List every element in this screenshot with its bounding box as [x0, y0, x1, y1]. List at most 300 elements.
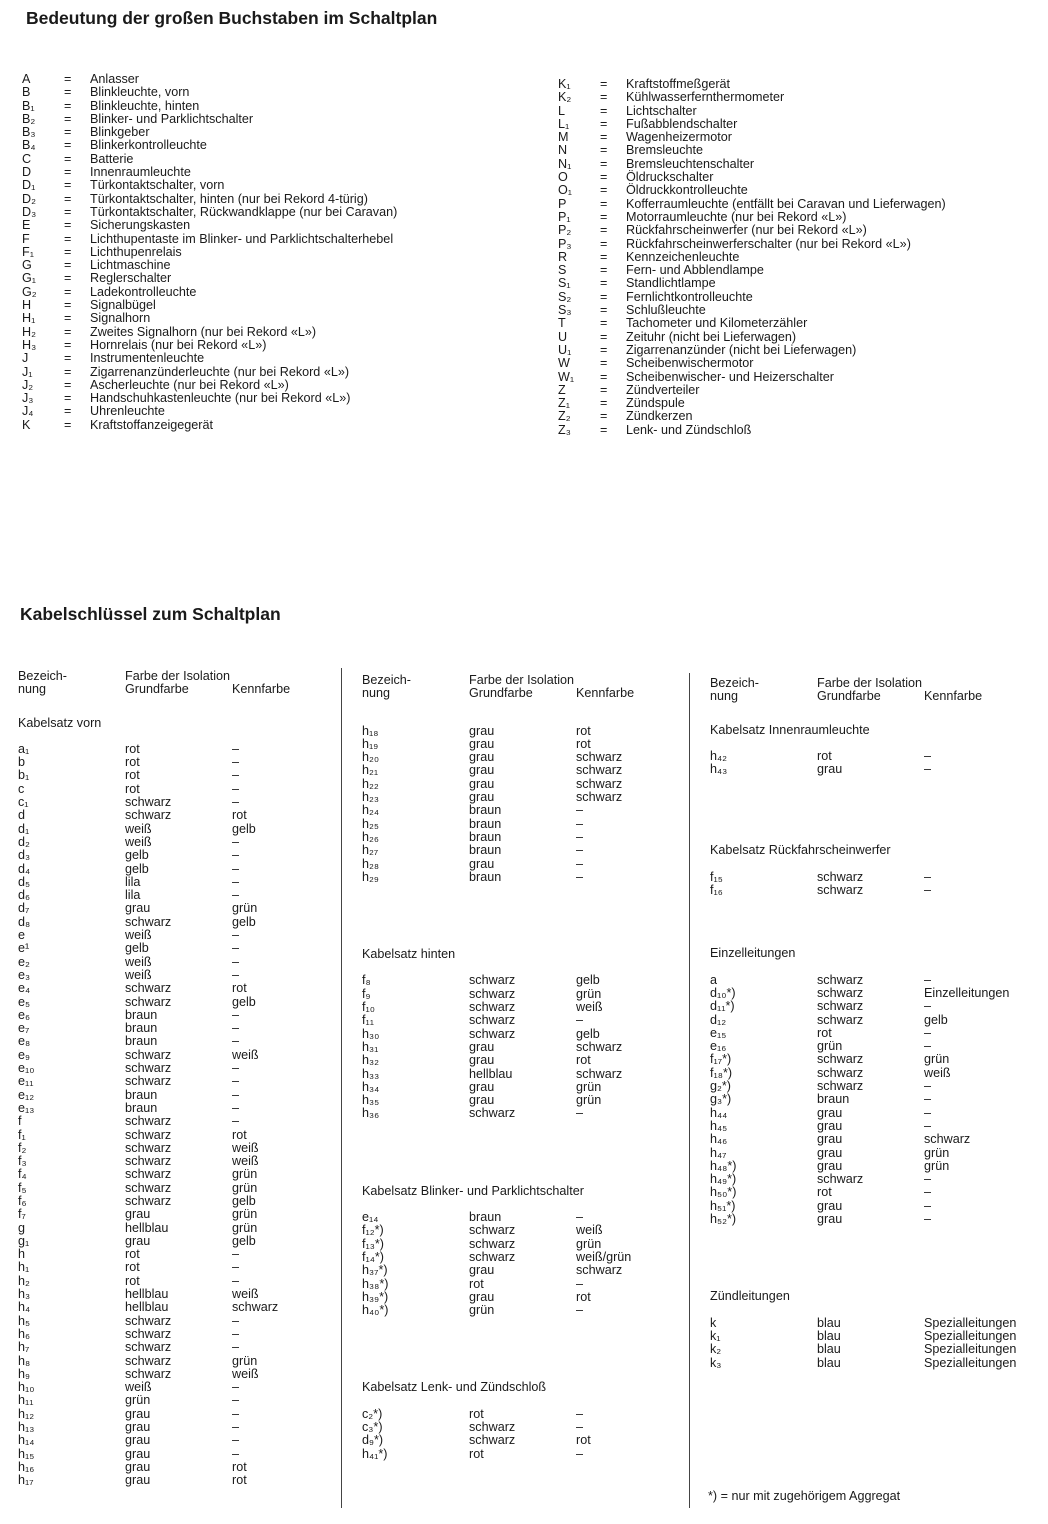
base-color: hellblau [125, 1300, 169, 1315]
base-color: grün [125, 1393, 151, 1408]
cable-row [18, 1368, 338, 1381]
legend-key: J₁ [22, 364, 33, 379]
header-kennfarbe: Kennfarbe [576, 686, 635, 701]
equals-sign: = [64, 337, 72, 352]
base-color: schwarz [817, 985, 864, 1000]
base-color: schwarz [817, 1172, 864, 1187]
marker-color: – [924, 1025, 932, 1040]
cable-designation: h₂₅ [362, 816, 379, 831]
cable-column-1 [18, 670, 338, 1488]
legend-row [558, 251, 1038, 264]
legend-row [22, 139, 522, 152]
cable-row [362, 974, 682, 987]
cable-row [362, 1434, 682, 1447]
equals-sign: = [64, 271, 72, 286]
legend-row [558, 331, 1038, 344]
legend-key: L [558, 103, 566, 118]
base-color: blau [817, 1355, 841, 1370]
equals-sign: = [600, 263, 608, 278]
cable-row [710, 1200, 1040, 1213]
column-header [362, 674, 682, 687]
column-divider [689, 673, 690, 1508]
cable-designation: h₁₁ [18, 1393, 34, 1408]
legend-description: Zweites Signalhorn (nur bei Rekord «L») [90, 324, 317, 339]
base-color: grau [469, 1053, 495, 1068]
cable-row [18, 769, 338, 782]
cable-designation: f₉ [362, 986, 371, 1001]
cable-row [362, 844, 682, 857]
marker-color: – [232, 1260, 240, 1275]
base-color: braun [125, 1007, 158, 1022]
marker-color: – [924, 762, 932, 777]
legend-row [558, 304, 1038, 317]
cable-row [18, 902, 338, 915]
cable-designation: h₅ [18, 1313, 31, 1328]
cable-designation: f₁₈*) [710, 1065, 733, 1080]
cable-designation: h₃₆ [362, 1106, 380, 1121]
legend-row [558, 317, 1038, 330]
base-color: schwarz [125, 1154, 172, 1169]
cable-designation: f₁ [18, 1127, 26, 1142]
cable-row [18, 1062, 338, 1075]
cable-designation: h₁₅ [18, 1446, 35, 1461]
legend-description: Türkontaktschalter, hinten (nur bei Rekord 4-türig) [90, 191, 368, 206]
legend-row [558, 184, 1038, 197]
legend-key: N [558, 143, 568, 158]
cable-designation: h₁₉ [362, 736, 379, 751]
marker-color: – [576, 869, 584, 884]
cable-designation: h₂₀ [362, 750, 380, 765]
cable-designation: f₁₂*) [362, 1223, 384, 1238]
base-color: weiß [125, 1380, 152, 1395]
base-color: grau [469, 1289, 495, 1304]
cable-row [18, 836, 338, 849]
legend-key: Z₂ [558, 409, 571, 424]
base-color: schwarz [469, 1013, 516, 1028]
legend-key: S₁ [558, 276, 571, 291]
marker-color: – [232, 1446, 240, 1461]
equals-sign: = [600, 303, 608, 318]
marker-color: – [232, 795, 240, 810]
header-nung: nung [18, 682, 47, 697]
legend-description: Hornrelais (nur bei Rekord «L») [90, 337, 267, 352]
legend-row [22, 86, 522, 99]
base-color: braun [125, 1034, 158, 1049]
cable-row [18, 1022, 338, 1035]
base-color: schwarz [817, 1065, 864, 1080]
base-color: grau [125, 1459, 151, 1474]
legend-key: G [22, 258, 32, 273]
legend-description: Scheibenwischermotor [626, 356, 754, 371]
equals-sign: = [64, 138, 72, 153]
cable-designation: e₇ [18, 1021, 30, 1036]
cable-designation: d₁₁*) [710, 999, 735, 1014]
legend-description: Blinkerkontrolleuchte [90, 138, 207, 153]
cable-row [18, 929, 338, 942]
cable-designation: g₂*) [710, 1079, 731, 1094]
marker-color: schwarz [576, 790, 623, 805]
cable-designation: h₄₆ [710, 1132, 728, 1147]
cable-designation: e₆ [18, 1007, 31, 1022]
legend-key: O₁ [558, 183, 573, 198]
marker-color: gelb [924, 1012, 948, 1027]
cable-row [18, 1421, 338, 1434]
base-color: hellblau [469, 1066, 513, 1081]
base-color: schwarz [125, 1127, 172, 1142]
legend-row [558, 211, 1038, 224]
base-color: grau [469, 1093, 495, 1108]
legend-key: U [558, 329, 568, 344]
cable-designation: h₄₂ [710, 748, 728, 763]
marker-color: rot [576, 723, 591, 738]
marker-color: – [232, 1007, 240, 1022]
equals-sign: = [64, 151, 72, 166]
cable-row [362, 1068, 682, 1081]
equals-sign: = [600, 236, 608, 251]
cable-row [710, 1027, 1040, 1040]
marker-color: weiß/grün [576, 1249, 632, 1264]
cable-row [362, 1304, 682, 1317]
cable-row [18, 1195, 338, 1208]
base-color: grau [125, 1406, 151, 1421]
cable-designation: f₄ [18, 1167, 27, 1182]
section-title: Kabelsatz Innenraumleuchte [710, 722, 870, 737]
legend-key: H [22, 298, 32, 313]
base-color: schwarz [125, 1193, 172, 1208]
marker-color: – [232, 874, 240, 889]
legend-key: E [22, 218, 31, 233]
cable-row [710, 974, 1040, 987]
legend-description: Batterie [90, 151, 134, 166]
legend-key: D₃ [22, 204, 37, 219]
legend-key: Z [558, 382, 566, 397]
marker-color: Einzelleitungen [924, 985, 1010, 1000]
base-color: lila [125, 888, 141, 903]
base-color: schwarz [125, 1366, 172, 1381]
marker-color: gelb [232, 821, 256, 836]
legend-description: Kennzeichenleuchte [626, 249, 740, 264]
cable-row [362, 1251, 682, 1264]
base-color: schwarz [125, 1326, 172, 1341]
base-color: blau [817, 1328, 841, 1343]
legend-description: Rückfahrscheinwerfer (nur bei Rekord «L») [626, 223, 867, 238]
legend-key: H₁ [22, 311, 36, 326]
cable-row [362, 1094, 682, 1107]
marker-color: grün [924, 1052, 950, 1067]
legend-description: Zündverteiler [626, 382, 700, 397]
marker-color: grün [924, 1158, 950, 1173]
column-header [18, 670, 338, 683]
equals-sign: = [64, 231, 72, 246]
legend-key: S [558, 263, 567, 278]
base-color: weiß [125, 834, 152, 849]
cable-designation: c₁ [18, 795, 29, 810]
cable-designation: d₉*) [362, 1433, 384, 1448]
cable-designation: h₃₃ [362, 1066, 380, 1081]
equals-sign: = [600, 170, 608, 185]
legend-row [22, 272, 522, 285]
cable-designation: c₃*) [362, 1419, 383, 1434]
base-color: rot [125, 755, 140, 770]
legend-description: Tachometer und Kilometerzähler [626, 316, 808, 331]
marker-color: – [924, 1212, 932, 1227]
equals-sign: = [64, 178, 72, 193]
legend-row [558, 344, 1038, 357]
marker-color: – [924, 748, 932, 763]
base-color: gelb [125, 848, 149, 863]
cable-designation: h₇ [18, 1340, 30, 1355]
equals-sign: = [64, 311, 72, 326]
header-nung: nung [710, 689, 739, 704]
cable-row [362, 791, 682, 804]
cable-designation: e₅ [18, 994, 31, 1009]
base-color: weiß [125, 954, 152, 969]
section-title: Kabelsatz Lenk- und Zündschloß [362, 1380, 547, 1395]
cable-row [362, 778, 682, 791]
marker-color: – [924, 1185, 932, 1200]
cable-designation: h₁₃ [18, 1420, 35, 1435]
equals-sign: = [600, 249, 608, 264]
marker-color: – [232, 768, 240, 783]
cable-designation: h₂₄ [362, 803, 380, 818]
cable-row [710, 1053, 1040, 1066]
cable-designation: h₁₈ [362, 723, 379, 738]
legend-row [22, 126, 522, 139]
marker-color: – [232, 755, 240, 770]
legend-row [558, 198, 1038, 211]
legend-description: Zündspule [626, 396, 685, 411]
base-color: schwarz [817, 1012, 864, 1027]
footnote: *) = nur mit zugehörigem Aggregat [708, 1489, 901, 1503]
marker-color: – [232, 954, 240, 969]
equals-sign: = [64, 85, 72, 100]
marker-color: – [232, 1326, 240, 1341]
base-color: weiß [125, 928, 152, 943]
cable-designation: d₃ [18, 848, 31, 863]
cable-row [362, 1278, 682, 1291]
cable-designation: h₄₅ [710, 1118, 728, 1133]
cable-row [18, 809, 338, 822]
cable-row [710, 1213, 1040, 1226]
legend-title: Bedeutung der großen Buchstaben im Schaltplan [26, 8, 438, 28]
base-color: grau [469, 776, 495, 791]
cable-designation: h₄₀*) [362, 1303, 389, 1318]
base-color: schwarz [817, 1052, 864, 1067]
base-color: schwarz [125, 1313, 172, 1328]
cable-row [710, 871, 1040, 884]
cable-row [362, 1408, 682, 1421]
base-color: schwarz [469, 1249, 516, 1264]
marker-color: – [924, 1092, 932, 1107]
equals-sign: = [64, 284, 72, 299]
cable-row [710, 1093, 1040, 1106]
marker-color: Spezialleitungen [924, 1355, 1017, 1370]
cable-row [18, 1474, 338, 1487]
marker-color: – [232, 834, 240, 849]
equals-sign: = [600, 196, 608, 211]
equals-sign: = [600, 316, 608, 331]
marker-color: grün [576, 1079, 602, 1094]
cable-designation: h₂₆ [362, 829, 379, 844]
base-color: weiß [125, 967, 152, 982]
cable-row [710, 1040, 1040, 1053]
equals-sign: = [64, 377, 72, 392]
cable-designation: h₃₅ [362, 1093, 380, 1108]
equals-sign: = [64, 324, 72, 339]
marker-color: – [576, 856, 584, 871]
marker-color: Spezialleitungen [924, 1315, 1017, 1330]
base-color: braun [469, 803, 502, 818]
equals-sign: = [64, 72, 72, 86]
cable-designation: c₂*) [362, 1406, 383, 1421]
legend-description: Instrumentenleuchte [90, 351, 205, 366]
legend-row [558, 105, 1038, 118]
base-color: grau [817, 1145, 843, 1160]
cable-designation: e₁₅ [710, 1025, 727, 1040]
base-color: schwarz [469, 1106, 516, 1121]
legend-row [22, 206, 522, 219]
cable-designation: h₂₈ [362, 856, 380, 871]
legend-description: Sicherungskasten [90, 218, 191, 233]
equals-sign: = [64, 351, 72, 366]
base-color: grau [469, 1079, 495, 1094]
legend-row [558, 397, 1038, 410]
cable-row [362, 1291, 682, 1304]
marker-color: – [576, 843, 584, 858]
cable-row [710, 750, 1040, 763]
equals-sign: = [600, 356, 608, 371]
legend-key: O [558, 170, 568, 185]
legend-description: Lichthupenrelais [90, 244, 182, 259]
cable-row [710, 1067, 1040, 1080]
base-color: braun [125, 1100, 158, 1115]
header-bezeichnung: Bezeich- [710, 676, 759, 690]
legend-row [22, 166, 522, 179]
base-color: lila [125, 874, 141, 889]
base-color: schwarz [125, 994, 172, 1009]
cable-designation: h [18, 1247, 26, 1262]
marker-color: schwarz [232, 1300, 279, 1315]
cable-designation: h₁₄ [18, 1433, 35, 1448]
base-color: schwarz [125, 914, 172, 929]
legend-description: Fernlichtkontrolleuchte [626, 289, 753, 304]
legend-row [558, 91, 1038, 104]
cable-row [710, 1173, 1040, 1186]
equals-sign: = [600, 342, 608, 357]
marker-color: – [576, 1210, 584, 1225]
cable-row [18, 1275, 338, 1288]
equals-sign: = [64, 165, 72, 180]
legend-description: Innenraumleuchte [90, 165, 191, 180]
marker-color: – [232, 1380, 240, 1395]
marker-color: – [576, 1446, 584, 1461]
legend-row [558, 277, 1038, 290]
cable-designation: e₁₄ [362, 1210, 379, 1225]
marker-color: – [924, 1039, 932, 1054]
cable-row [18, 1315, 338, 1328]
cable-designation: k₃ [710, 1355, 722, 1370]
legend-key: K [22, 417, 31, 432]
legend-key: S₂ [558, 289, 572, 304]
cable-designation: d₁ [18, 821, 30, 836]
base-color: hellblau [125, 1220, 169, 1235]
marker-color: – [924, 869, 932, 884]
cable-designation: e₈ [18, 1034, 31, 1049]
base-color: grau [125, 1207, 151, 1222]
cable-designation: h₄₄ [710, 1105, 728, 1120]
marker-color: grün [232, 1353, 258, 1368]
legend-row [22, 299, 522, 312]
equals-sign: = [64, 98, 72, 113]
marker-color: – [232, 1061, 240, 1076]
legend-row [558, 357, 1038, 370]
legend-description: Uhrenleuchte [90, 404, 165, 419]
marker-color: – [232, 848, 240, 863]
equals-sign: = [600, 116, 608, 131]
base-color: grün [817, 1039, 843, 1054]
marker-color: weiß [924, 1065, 951, 1080]
base-color: schwarz [125, 795, 172, 810]
marker-color: grün [232, 1220, 258, 1235]
legend-row [22, 259, 522, 272]
equals-sign: = [64, 191, 72, 206]
cable-designation: k [710, 1315, 717, 1330]
cable-row [362, 1264, 682, 1277]
cable-row [710, 763, 1040, 776]
legend-key: G₁ [22, 271, 37, 286]
equals-sign: = [600, 103, 608, 118]
equals-sign: = [600, 369, 608, 384]
cable-row [710, 1080, 1040, 1093]
equals-sign: = [600, 329, 608, 344]
cable-designation: h₅₀*) [710, 1185, 737, 1200]
header-farbe: Farbe der Isolation [125, 669, 231, 683]
base-color: braun [469, 1210, 502, 1225]
legend-description: Bremsleuchtenschalter [626, 156, 755, 171]
legend-description: Ladekontrolleuchte [90, 284, 197, 299]
cable-designation: h₂₉ [362, 869, 379, 884]
column-subheader [18, 683, 338, 696]
base-color: grau [125, 1420, 151, 1435]
legend-description: Zigarrenanzünderleuchte (nur bei Rekord «L») [90, 364, 350, 379]
cable-row [18, 1142, 338, 1155]
base-color: braun [469, 869, 502, 884]
marker-color: grün [924, 1145, 950, 1160]
base-color: rot [469, 1276, 484, 1291]
equals-sign: = [64, 391, 72, 406]
legend-key: C [22, 151, 32, 166]
legend-row [558, 224, 1038, 237]
cable-row [18, 1341, 338, 1354]
cable-row [18, 1461, 338, 1474]
legend-row [22, 326, 522, 339]
marker-color: – [232, 1034, 240, 1049]
cable-row [18, 876, 338, 889]
legend-description: Türkontaktschalter, vorn [90, 178, 225, 193]
base-color: rot [817, 1185, 832, 1200]
legend-key: H₂ [22, 324, 36, 339]
cable-designation: h₁₆ [18, 1459, 35, 1474]
section-title: Einzelleitungen [710, 946, 796, 961]
marker-color: – [924, 1105, 932, 1120]
cable-row [18, 1328, 338, 1341]
base-color: grau [469, 1263, 495, 1278]
legend-key: B₄ [22, 138, 36, 153]
cable-row [710, 884, 1040, 897]
base-color: grau [817, 1212, 843, 1227]
base-color: schwarz [469, 1236, 516, 1251]
base-color: blau [817, 1315, 841, 1330]
